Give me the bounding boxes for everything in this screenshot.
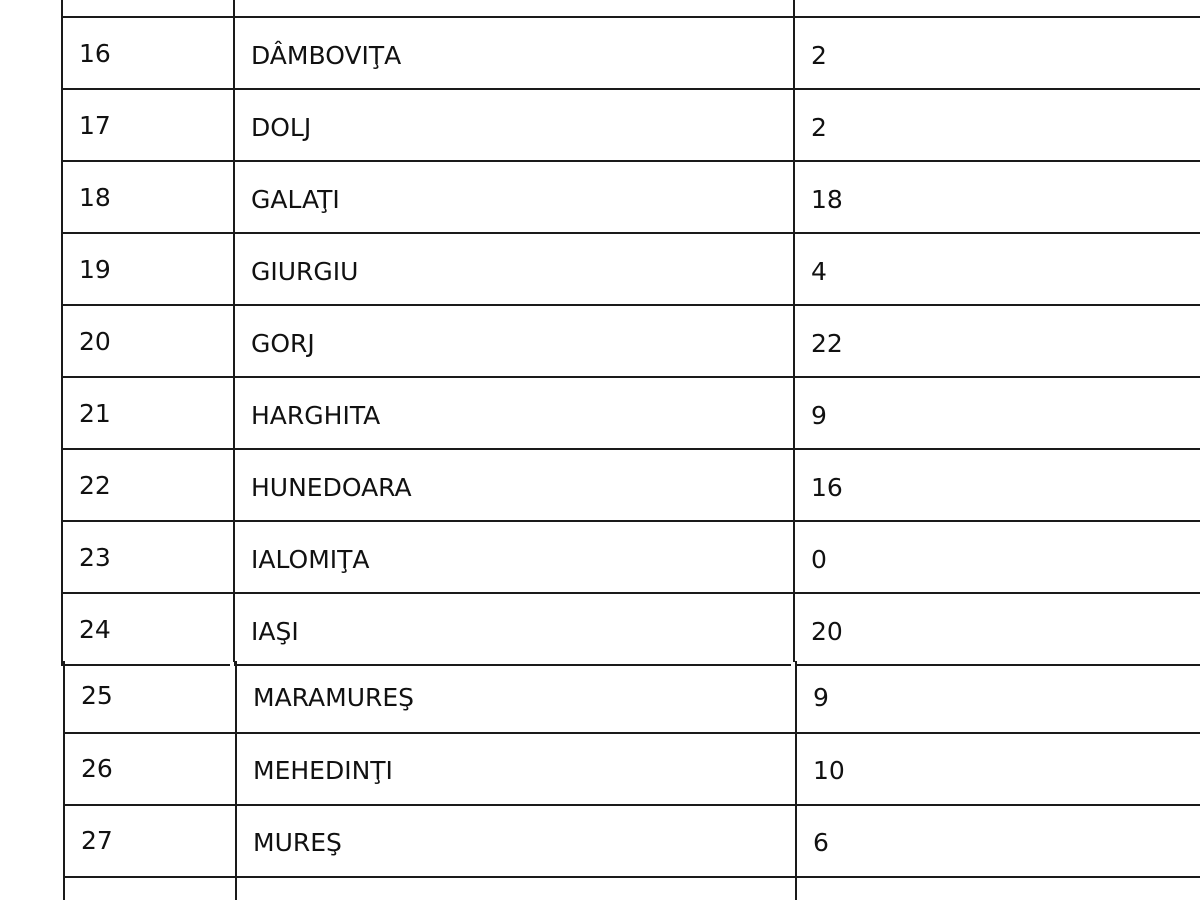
county-name-cell: DOLJ — [234, 89, 794, 161]
row-number-cell: 23 — [62, 521, 234, 593]
table-row — [64, 733, 1200, 805]
row-number-cell: 26 — [64, 733, 236, 805]
value-cell: 9 — [796, 661, 1200, 733]
county-name-cell — [234, 0, 794, 17]
row-number-cell: 21 — [62, 377, 234, 449]
value-cell: 4 — [794, 233, 1200, 305]
table-break — [230, 662, 234, 669]
table-break — [791, 662, 795, 669]
table-row — [62, 233, 1200, 305]
county-name-cell: MEHEDINŢI — [236, 733, 796, 805]
county-table-upper — [61, 0, 1200, 666]
row-number-cell — [62, 0, 234, 17]
value-cell: 2 — [794, 17, 1200, 89]
table-row — [62, 161, 1200, 233]
row-number-cell: 17 — [62, 89, 234, 161]
value-cell: 0 — [794, 521, 1200, 593]
county-name-cell — [236, 877, 796, 900]
county-name-cell: IAŞI — [234, 593, 794, 665]
row-number-cell: 19 — [62, 233, 234, 305]
row-number-cell: 27 — [64, 805, 236, 877]
row-number-cell: 25 — [64, 661, 236, 733]
table-row — [62, 521, 1200, 593]
county-name-cell: MUREŞ — [236, 805, 796, 877]
county-name-cell: MARAMUREŞ — [236, 661, 796, 733]
value-cell: 20 — [794, 593, 1200, 665]
county-table-lower — [63, 661, 1200, 900]
row-number-cell: 16 — [62, 17, 234, 89]
table-row — [62, 593, 1200, 665]
county-name-cell: DÂMBOVIŢA — [234, 17, 794, 89]
value-cell: 10 — [796, 733, 1200, 805]
table-row — [62, 305, 1200, 377]
table-row — [62, 17, 1200, 89]
table-row — [62, 0, 1200, 17]
county-name-cell: GIURGIU — [234, 233, 794, 305]
county-name-cell: HARGHITA — [234, 377, 794, 449]
county-name-cell: HUNEDOARA — [234, 449, 794, 521]
row-number-cell: 22 — [62, 449, 234, 521]
table-row — [62, 89, 1200, 161]
value-cell: 18 — [794, 161, 1200, 233]
value-cell: 16 — [794, 449, 1200, 521]
row-number-cell: 24 — [62, 593, 234, 665]
table-row — [64, 877, 1200, 900]
row-number-cell — [64, 877, 236, 900]
table-row — [64, 661, 1200, 733]
table-row — [62, 377, 1200, 449]
table-row — [64, 805, 1200, 877]
value-cell — [796, 877, 1200, 900]
row-number-cell: 20 — [62, 305, 234, 377]
value-cell: 2 — [794, 89, 1200, 161]
value-cell: 6 — [796, 805, 1200, 877]
county-name-cell: GALAŢI — [234, 161, 794, 233]
county-name-cell: IALOMIŢA — [234, 521, 794, 593]
row-number-cell: 18 — [62, 161, 234, 233]
value-cell: 9 — [794, 377, 1200, 449]
value-cell — [794, 0, 1200, 17]
table-row — [62, 449, 1200, 521]
value-cell: 22 — [794, 305, 1200, 377]
county-name-cell: GORJ — [234, 305, 794, 377]
